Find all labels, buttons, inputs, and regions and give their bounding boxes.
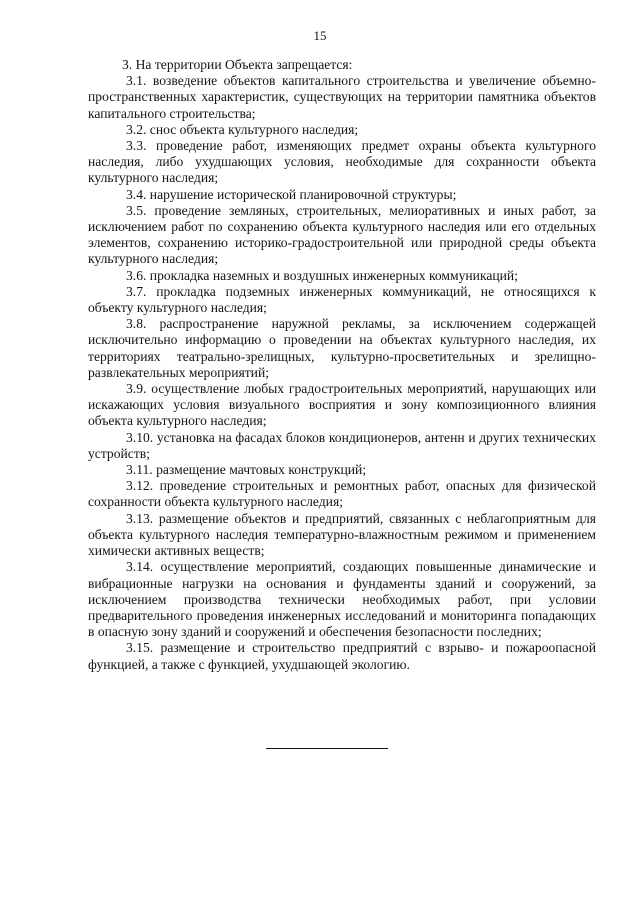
clause-3-2: 3.2. снос объекта культурного наследия; bbox=[126, 121, 359, 137]
section-heading: 3. На территории Объекта запрещается: bbox=[122, 57, 353, 72]
page-number: 15 bbox=[313, 28, 327, 43]
clause-3-5: 3.5. проведение земляных, строительных, мелиоративных и иных работ, за исключением работ по сохранению объекта культурного наследия или его отдельных элементов, сохранению историко-градостроительной или природной среды объекта культурного наследия; bbox=[88, 202, 596, 267]
end-rule-divider bbox=[266, 748, 388, 749]
clause-3-13: 3.13. размещение объектов и предприятий, связанных с неблагоприятным для объекта культурного наследия температурно-влажностным режимом и применением химически активных веществ; bbox=[88, 510, 596, 559]
clause-3-15: 3.15. размещение и строительство предприятий с взрыво- и пожароопасной функцией, а также с функцией, ухудшающей экологию. bbox=[88, 640, 596, 672]
clause-3-10: 3.10. установка на фасадах блоков кондиционеров, антенн и других технических устройств; bbox=[88, 429, 596, 461]
clause-3-3: 3.3. проведение работ, изменяющих предмет охраны объекта культурного наследия, либо ухудшающих условия, необходимые для сохранности объекта культурного наследия; bbox=[88, 138, 596, 186]
clause-3-14: 3.14. осуществление мероприятий, создающих повышенные динамические и вибрационные нагрузки на основания и фундаменты зданий и сооружений, за исключением производства технически необходимых работ, при условии предварительного проведения инженерных исследований и мониторинга попадающих в опасную зону зданий и сооружений и обеспечения безопасности последних; bbox=[88, 559, 596, 640]
document-body bbox=[88, 57, 596, 673]
clause-3-11: 3.11. размещение мачтовых конструкций; bbox=[126, 462, 367, 478]
clause-3-6: 3.6. прокладка наземных и воздушных инженерных коммуникаций; bbox=[126, 267, 518, 283]
clause-3-9: 3.9. осуществление любых градостроительных мероприятий, нарушающих или искажающих условия визуального восприятия и зону композиционного влияния объекта культурного наследия; bbox=[88, 381, 596, 429]
clause-3-12: 3.12. проведение строительных и ремонтных работ, опасных для физической сохранности объекта культурного наследия; bbox=[88, 478, 596, 510]
clause-3-8: 3.8. распространение наружной рекламы, за исключением содержащей исключительно информацию о проведении на объектах культурного наследия, их территориях театрально-зрелищных, культурно-просветительных и зрелищно-развлекательных мероприятий; bbox=[88, 316, 596, 380]
clause-3-7: 3.7. прокладка подземных инженерных коммуникаций, не относящихся к объекту культурного наследия; bbox=[88, 283, 596, 316]
clause-3-1: 3.1. возведение объектов капитального строительства и увеличение объемно-пространственных характеристик, существующих на территории памятника объектов капитального строительства; bbox=[88, 73, 596, 121]
clause-3-4: 3.4. нарушение исторической планировочной структуры; bbox=[126, 186, 457, 202]
